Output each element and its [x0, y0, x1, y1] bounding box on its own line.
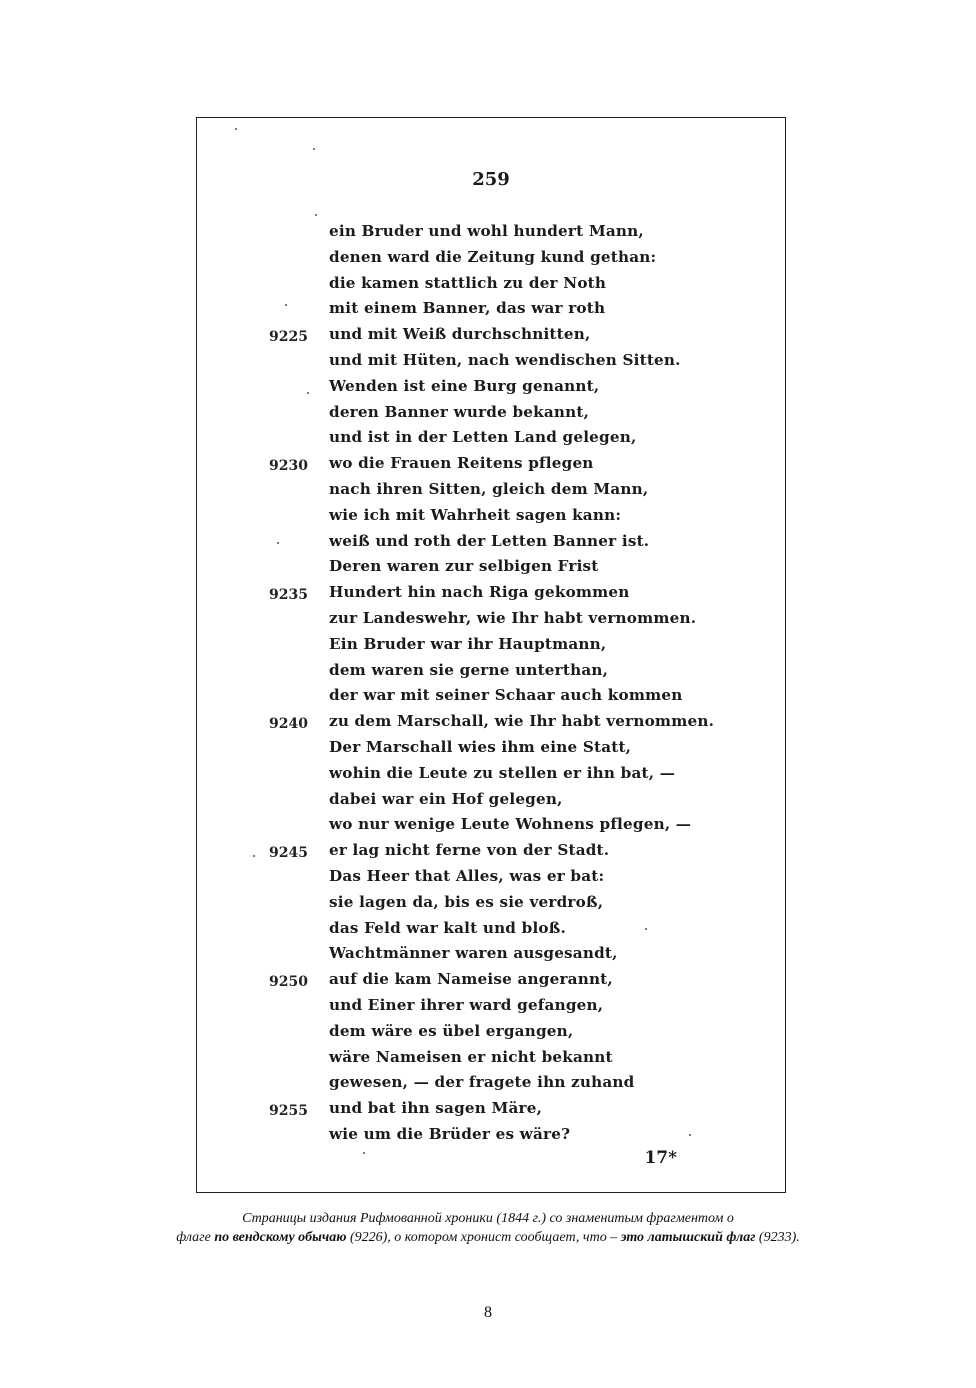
verse-text: wäre Nameisen er nicht bekannt: [329, 1047, 613, 1066]
verse-line: [197, 609, 785, 635]
verse-text: zur Landeswehr, wie Ihr habt vernommen.: [329, 608, 697, 627]
verse-text: und mit Hüten, nach wendischen Sitten.: [329, 350, 681, 369]
line-number: 9255: [269, 1103, 308, 1120]
verse-line: [197, 919, 785, 945]
verse-line: [197, 764, 785, 790]
verse-line: [197, 274, 785, 300]
caption-text: (9233).: [755, 1230, 800, 1245]
verse-text: Das Heer that Alles, was er bat:: [329, 866, 605, 885]
verse-text: und Einer ihrer ward gefangen,: [329, 995, 604, 1014]
verse-line: [197, 1125, 785, 1151]
verse-text: Ein Bruder war ihr Hauptmann,: [329, 634, 607, 653]
verse-text: deren Banner wurde bekannt,: [329, 402, 590, 421]
verse-line: [197, 686, 785, 712]
verse-text: der war mit seiner Schaar auch kommen: [329, 686, 683, 705]
line-number: 9250: [269, 974, 308, 991]
verse-text: dem wäre es übel ergangen,: [329, 1021, 574, 1040]
scan-speck: [313, 148, 315, 150]
document-page-number: 8: [484, 1304, 492, 1321]
caption-emphasis: по вендскому обычаю: [214, 1230, 347, 1245]
verse-line: [197, 815, 785, 841]
line-number: 9225: [269, 329, 308, 346]
scan-speck: [315, 214, 317, 216]
verse-line: [197, 532, 785, 558]
verse-line: [197, 351, 785, 377]
verse-line: [197, 454, 785, 480]
verse-line: [197, 325, 785, 351]
verse-text: ein Bruder und wohl hundert Mann,: [329, 222, 644, 240]
verse-line: [197, 480, 785, 506]
verse-text: gewesen, — der fragete ihn zuhand: [329, 1073, 635, 1092]
scan-speck: [253, 855, 255, 857]
scan-speck: [285, 304, 287, 306]
verse-text: das Feld war kalt und bloß.: [329, 918, 566, 937]
verse-line: [197, 1099, 785, 1125]
line-number: 9240: [269, 716, 308, 733]
scan-speck: [363, 1152, 365, 1154]
verse-text: wo die Frauen Reitens pflegen: [329, 454, 594, 473]
verse-text: Hundert hin nach Riga gekommen: [329, 583, 630, 602]
caption-emphasis: это латышский флаг: [620, 1230, 756, 1245]
verse-line: [197, 790, 785, 816]
verse-text: und mit Weiß durchschnitten,: [329, 325, 591, 344]
verse-line: [197, 841, 785, 867]
verse-line: [197, 557, 785, 583]
verse-text: Wachtmänner waren ausgesandt,: [329, 944, 618, 963]
verse-text: wie ich mit Wahrheit sagen kann:: [329, 505, 622, 524]
verse-line: [197, 738, 785, 764]
verse-text: wohin die Leute zu stellen er ihn bat, —: [329, 763, 676, 782]
verse-text: nach ihren Sitten, gleich dem Mann,: [329, 479, 649, 498]
verse-line: [197, 403, 785, 429]
scan-speck: [235, 128, 237, 130]
verse-line: [197, 712, 785, 738]
verse-text: mit einem Banner, das war roth: [329, 299, 606, 318]
verse-text: dem waren sie gerne unterthan,: [329, 660, 609, 679]
scan-speck: [307, 392, 309, 394]
verse-line: [197, 893, 785, 919]
verse-line: [197, 970, 785, 996]
signature-mark: 17*: [644, 1148, 677, 1168]
verse-line: [197, 506, 785, 532]
verse-text: denen ward die Zeitung kund gethan:: [329, 247, 657, 266]
line-number: 9235: [269, 587, 308, 604]
scan-speck: [277, 542, 279, 544]
verse-text: dabei war ein Hof gelegen,: [329, 789, 563, 808]
scanned-book-page: [196, 117, 786, 1193]
verse-text: wo nur wenige Leute Wohnens pflegen, —: [329, 815, 692, 834]
caption-line-2: [0, 1228, 976, 1247]
verse-text: und ist in der Letten Land gelegen,: [329, 428, 637, 447]
verse-line: [197, 944, 785, 970]
verse-line: [197, 867, 785, 893]
book-page-number: 259: [472, 169, 510, 190]
verse-line: [197, 1073, 785, 1099]
line-number: 9230: [269, 458, 308, 475]
line-number: 9245: [269, 845, 308, 862]
verse-text: weiß und roth der Letten Banner ist.: [329, 531, 650, 550]
verse-line: [197, 222, 785, 248]
verse-text: und bat ihn sagen Märe,: [329, 1099, 543, 1118]
verse-lines: [197, 222, 785, 1151]
verse-line: [197, 661, 785, 687]
verse-text: wie um die Brüder es wäre?: [329, 1124, 571, 1143]
caption-text: флаге: [176, 1230, 215, 1245]
verse-text: zu dem Marschall, wie Ihr habt vernommen.: [329, 712, 715, 731]
verse-text: Der Marschall wies ihm eine Statt,: [329, 737, 632, 756]
verse-text: sie lagen da, bis es sie verdroß,: [329, 892, 604, 911]
verse-line: [197, 248, 785, 274]
verse-text: auf die kam Nameise angerannt,: [329, 970, 613, 989]
verse-text: Deren waren zur selbigen Frist: [329, 557, 599, 576]
verse-line: [197, 1022, 785, 1048]
verse-line: [197, 996, 785, 1022]
verse-line: [197, 428, 785, 454]
verse-line: [197, 1048, 785, 1074]
verse-text: die kamen stattlich zu der Noth: [329, 273, 607, 292]
verse-line: [197, 635, 785, 661]
caption-text: (9226), о котором хронист сообщает, что –: [346, 1230, 621, 1245]
verse-line: [197, 583, 785, 609]
verse-text: Wenden ist eine Burg genannt,: [329, 376, 600, 395]
figure-caption: [0, 1209, 976, 1247]
scan-speck: [645, 928, 647, 930]
verse-text: er lag nicht ferne von der Stadt.: [329, 841, 610, 860]
verse-line: [197, 377, 785, 403]
caption-line-1: Страницы издания Рифмованной хроники (1844 г.) со знаменитым фрагментом о: [242, 1211, 734, 1226]
scan-speck: [689, 1134, 691, 1136]
